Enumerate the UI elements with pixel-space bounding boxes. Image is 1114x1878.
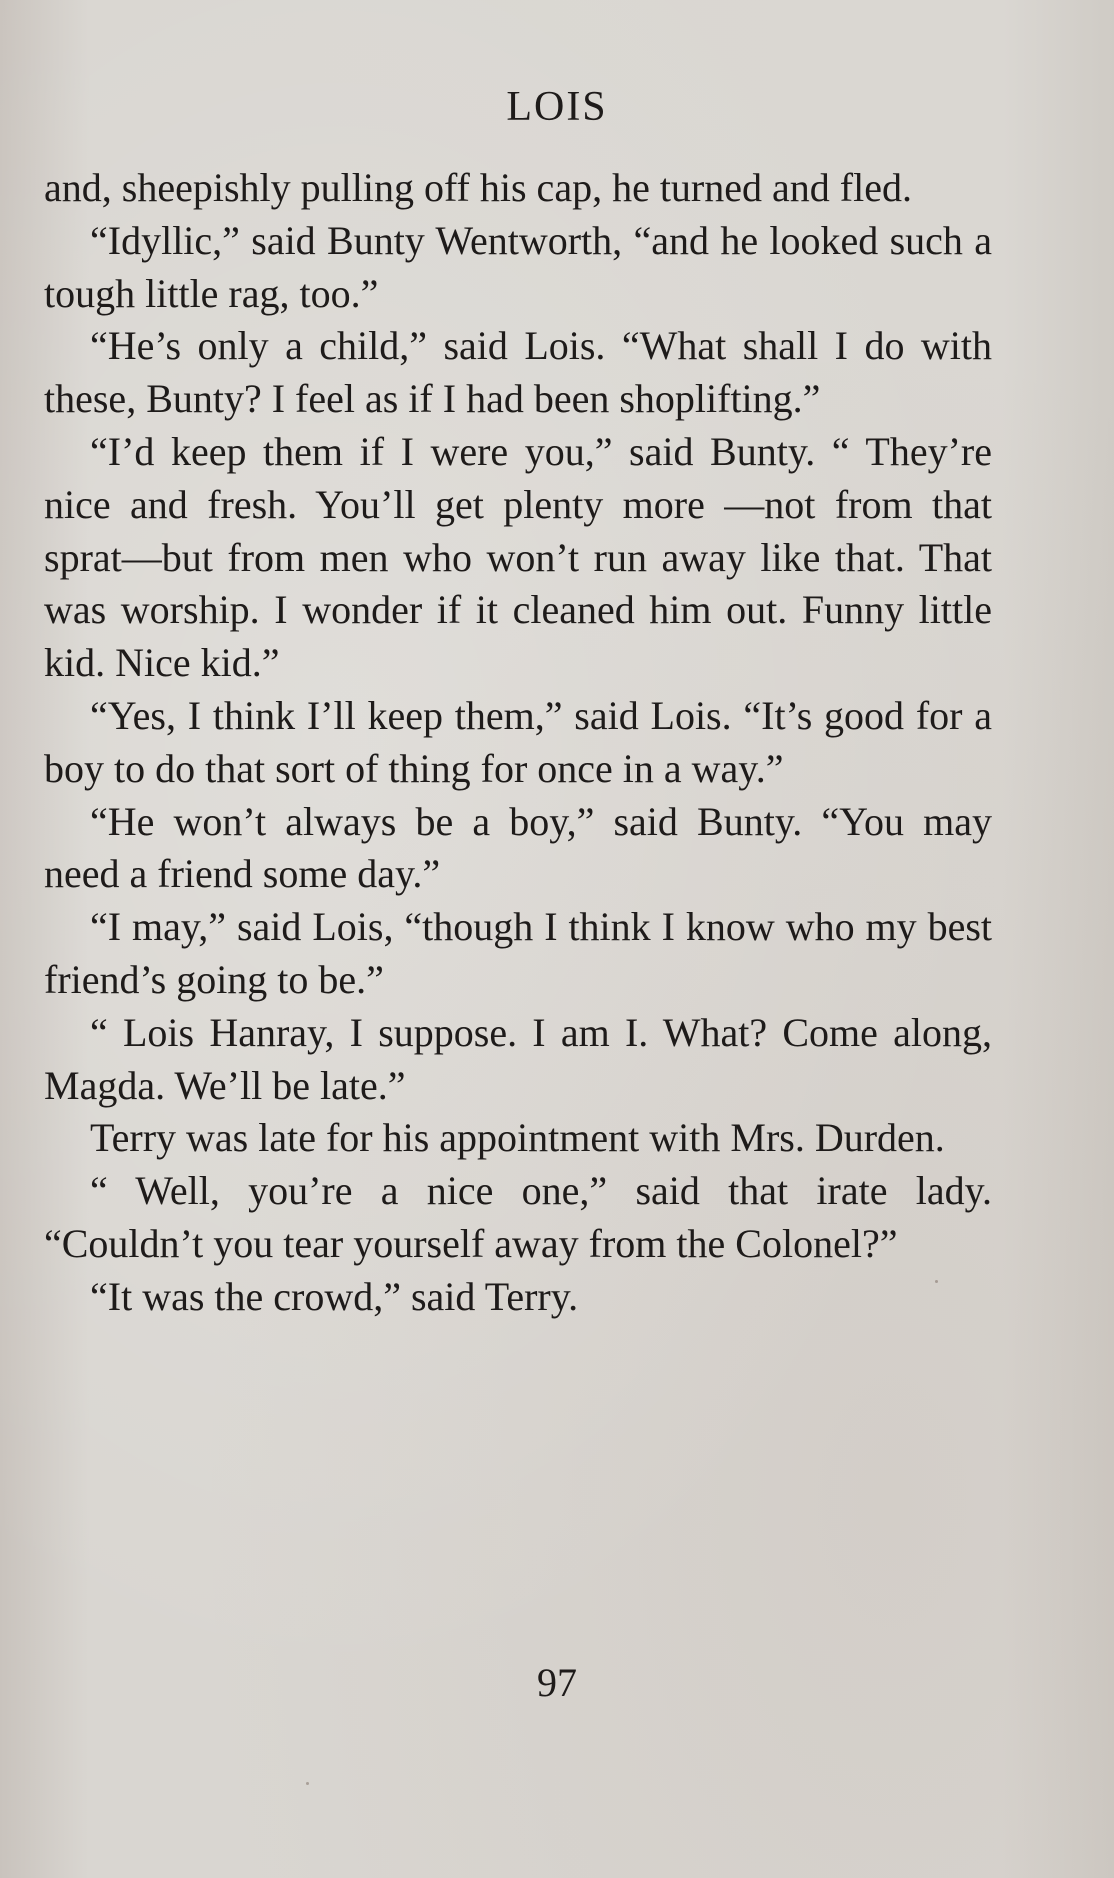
- paragraph: “ Lois Hanray, I suppose. I am I. What? Come along, Magda. We’ll be late.”: [44, 1009, 992, 1108]
- running-head: LOIS: [506, 84, 608, 130]
- body-text: [44, 162, 992, 1324]
- paragraph: and, sheepishly pulling off his cap, he turned and fled.: [44, 165, 912, 210]
- paper-speck: [935, 1280, 938, 1283]
- paragraph: “ Well, you’re a nice one,” said that irate lady. “Couldn’t you tear yourself away from the Colonel?”: [44, 1168, 992, 1266]
- paragraph: “Idyllic,” said Bunty Wentworth, “and he looked such a tough little rag, too.”: [44, 217, 992, 316]
- paragraph: “I may,” said Lois, “though I think I know who my best friend’s going to be.”: [44, 904, 992, 1002]
- paragraph: “He won’t always be a boy,” said Bunty. “You may need a friend some day.”: [44, 798, 992, 897]
- paragraph: Terry was late for his appointment with Mrs. Durden.: [90, 1115, 945, 1161]
- paragraph: “He’s only a child,” said Lois. “What shall I do with these, Bunty? I feel as if I had been shoplifting.”: [44, 323, 992, 422]
- paragraph: “I’d keep them if I were you,” said Bunty. “ They’re nice and fresh. You’ll get plenty more —not from that sprat—but from men who won’t run away like that. That was worship. I wonder if it cleaned him out. Funny little kid. Nice kid.”: [44, 428, 992, 686]
- page-number: 97: [537, 1660, 577, 1705]
- paragraph: “It was the crowd,” said Terry.: [90, 1273, 579, 1319]
- paragraph: “Yes, I think I’ll keep them,” said Lois. “It’s good for a boy to do that sort of thing for once in a way.”: [44, 692, 992, 791]
- paper-speck: [306, 1782, 309, 1785]
